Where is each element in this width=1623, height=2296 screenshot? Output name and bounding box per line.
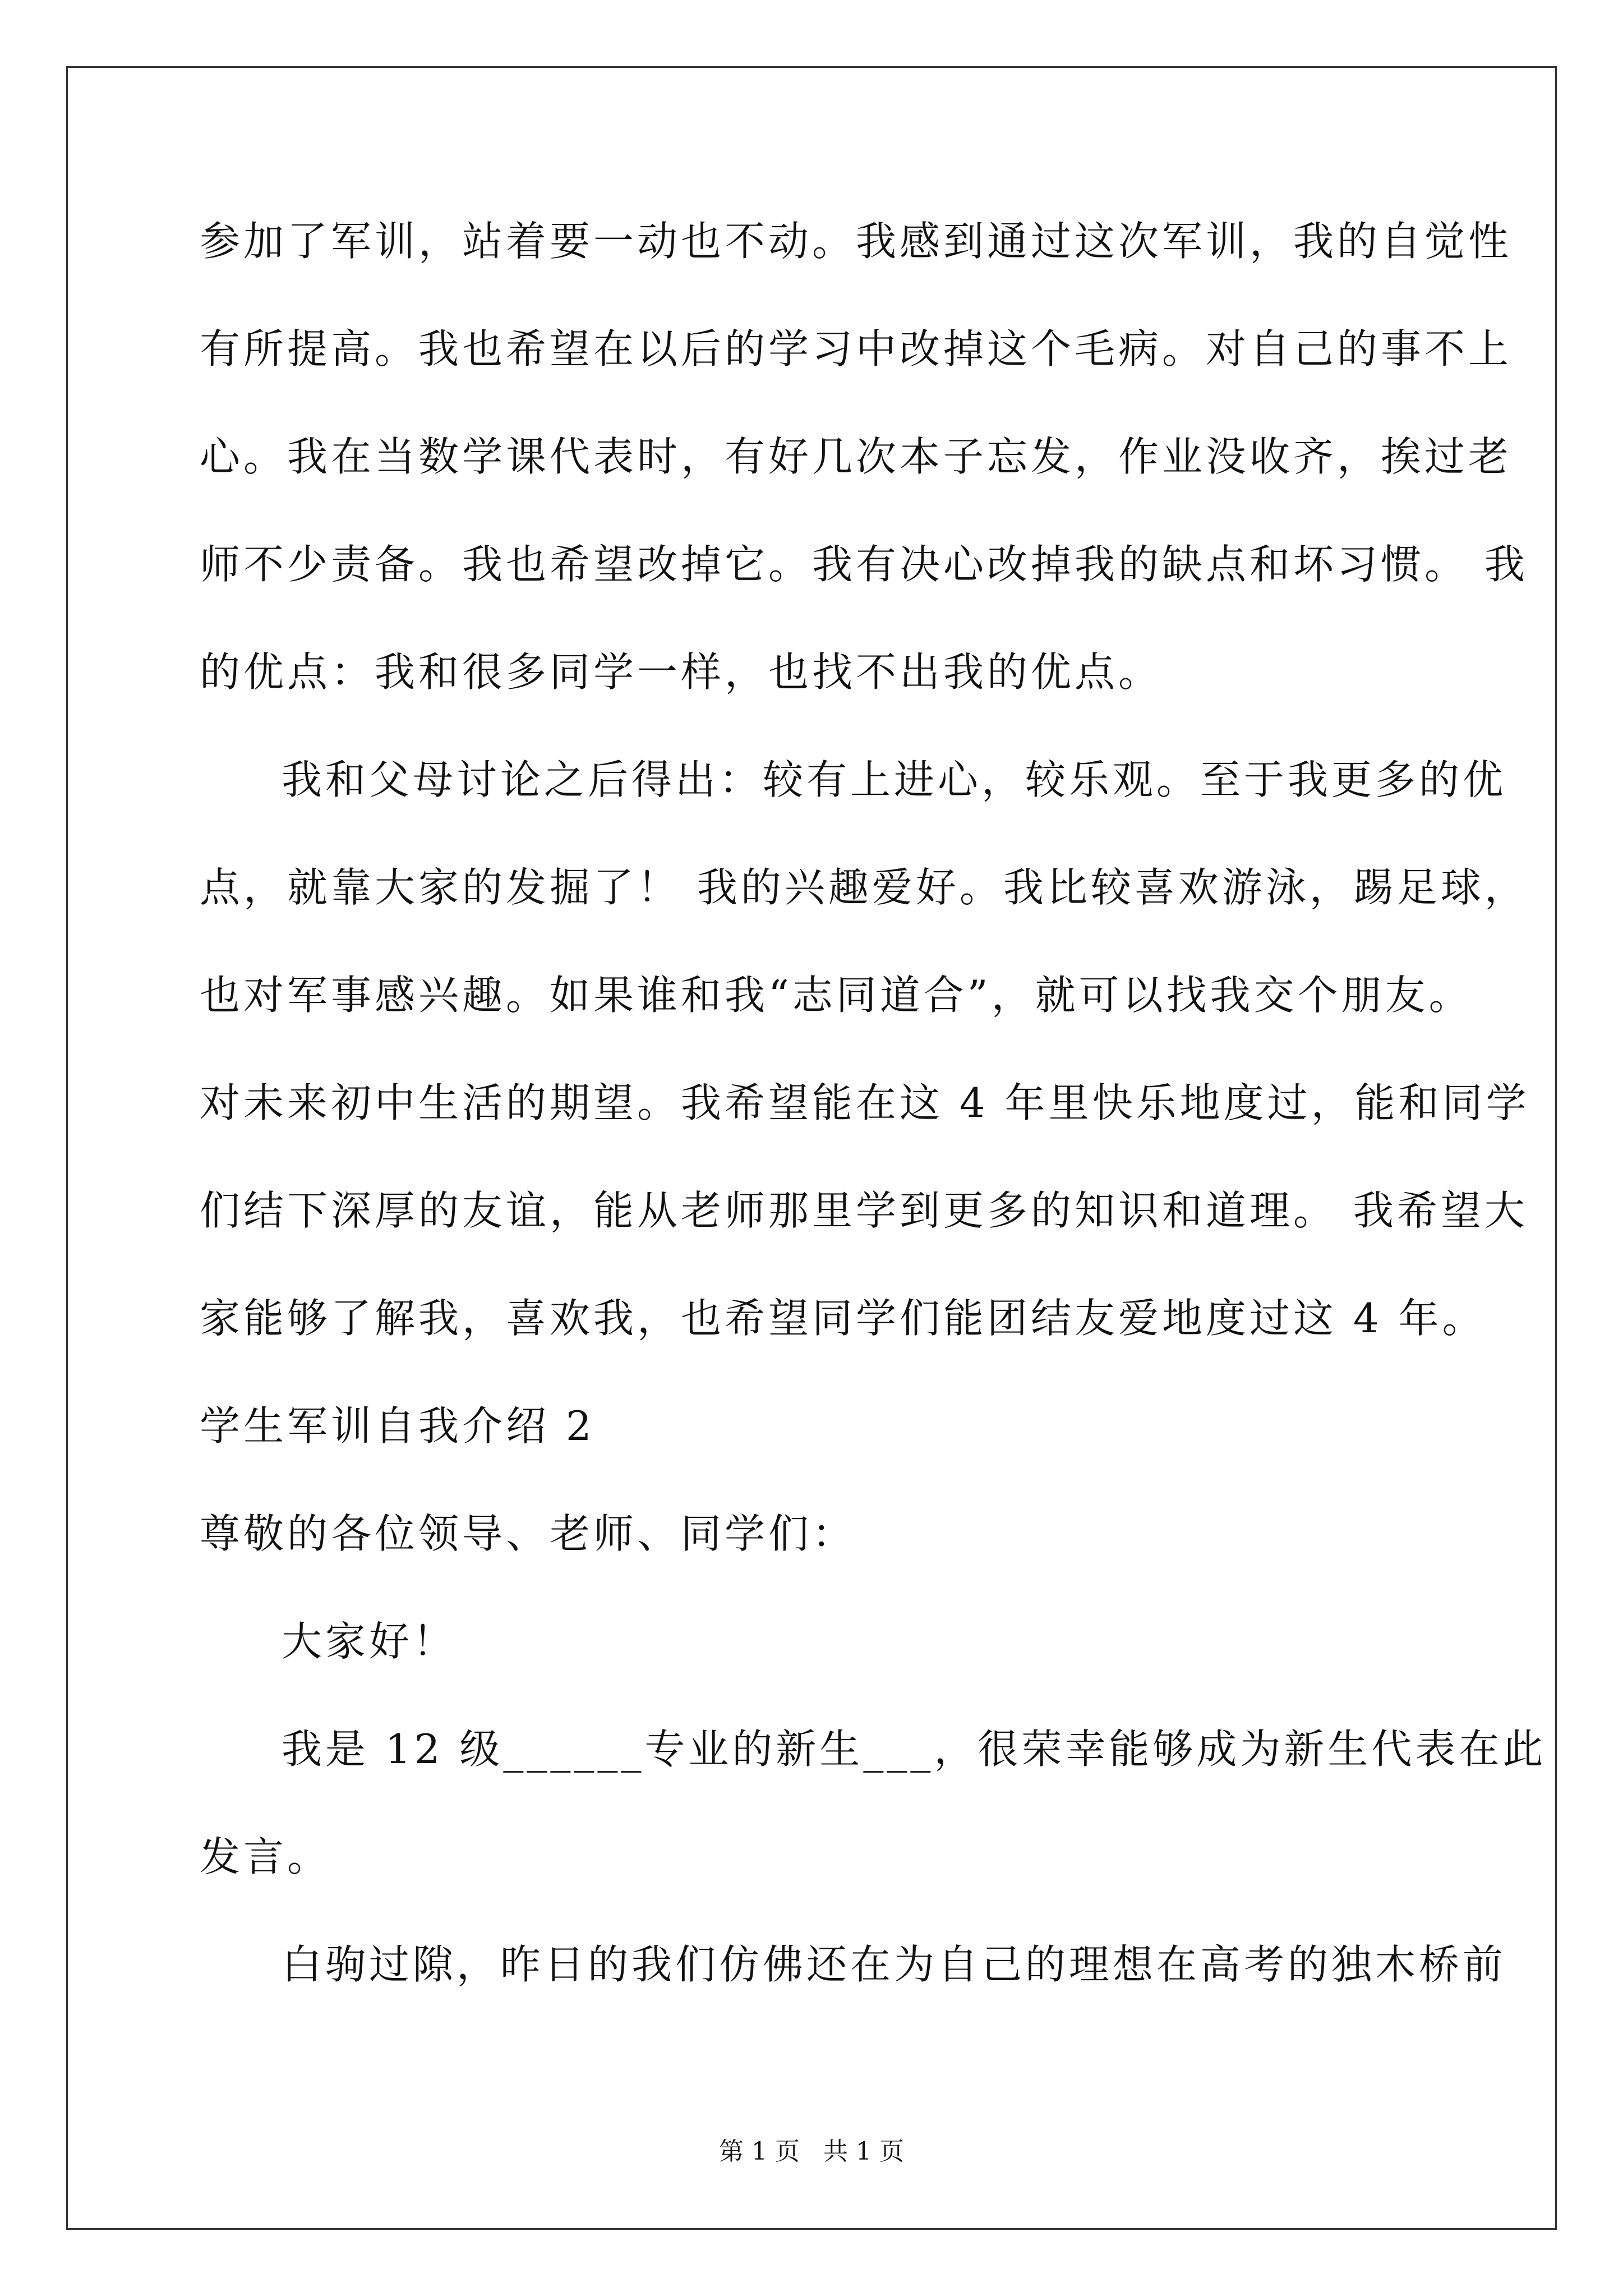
text-line: 参加了军训，站着要一动也不动。我感到通过这次军训，我的自觉性 bbox=[200, 218, 1513, 265]
text-line: 师不少责备。我也希望改掉它。我有决心改掉我的缺点和坏习惯。 我 bbox=[200, 541, 1528, 588]
text-line: 们结下深厚的友谊，能从老师那里学到更多的知识和道理。 我希望大 bbox=[200, 1187, 1528, 1234]
page-footer bbox=[0, 2135, 1623, 2169]
salutation: 尊敬的各位领导、老师、同学们： bbox=[200, 1510, 856, 1557]
greeting: 大家好！ bbox=[282, 1618, 457, 1665]
text-line: 也对军事感兴趣。如果谁和我“志同道合”，就可以找我交个朋友。 bbox=[200, 972, 1473, 1019]
text-line: 对未来初中生活的期望。我希望能在这 4 年里快乐地度过，能和同学 bbox=[200, 1079, 1530, 1126]
text-line: 有所提高。我也希望在以后的学习中改掉这个毛病。对自己的事不上 bbox=[200, 325, 1513, 372]
text-line: 的优点：我和很多同学一样，也找不出我的优点。 bbox=[200, 648, 1163, 696]
paragraph-start-line: 白驹过隙，昨日的我们仿佛还在为自己的理想在高考的独木桥前 bbox=[282, 1941, 1507, 1988]
section-heading: 学生军训自我介绍 2 bbox=[200, 1402, 595, 1450]
text-line: 发言。 bbox=[200, 1833, 331, 1880]
text-line: 家能够了解我，喜欢我，也希望同学们能团结友爱地度过这 4 年。 bbox=[200, 1295, 1486, 1342]
text-line: 点，就靠大家的发掘了！ 我的兴趣爱好。我比较喜欢游泳，踢足球， bbox=[200, 864, 1528, 911]
page-total: 共 1 页 bbox=[823, 2137, 904, 2166]
page-border bbox=[66, 66, 1557, 2230]
paragraph-start-line: 我和父母讨论之后得出：较有上进心，较乐观。至于我更多的优 bbox=[282, 756, 1507, 803]
page-number: 第 1 页 bbox=[719, 2137, 800, 2166]
text-line: 心。我在当数学课代表时，有好几次本子忘发，作业没收齐，挨过老 bbox=[200, 433, 1513, 480]
paragraph-start-line: 我是 12 级______专业的新生___，很荣幸能够成为新生代表在此 bbox=[282, 1726, 1547, 1773]
